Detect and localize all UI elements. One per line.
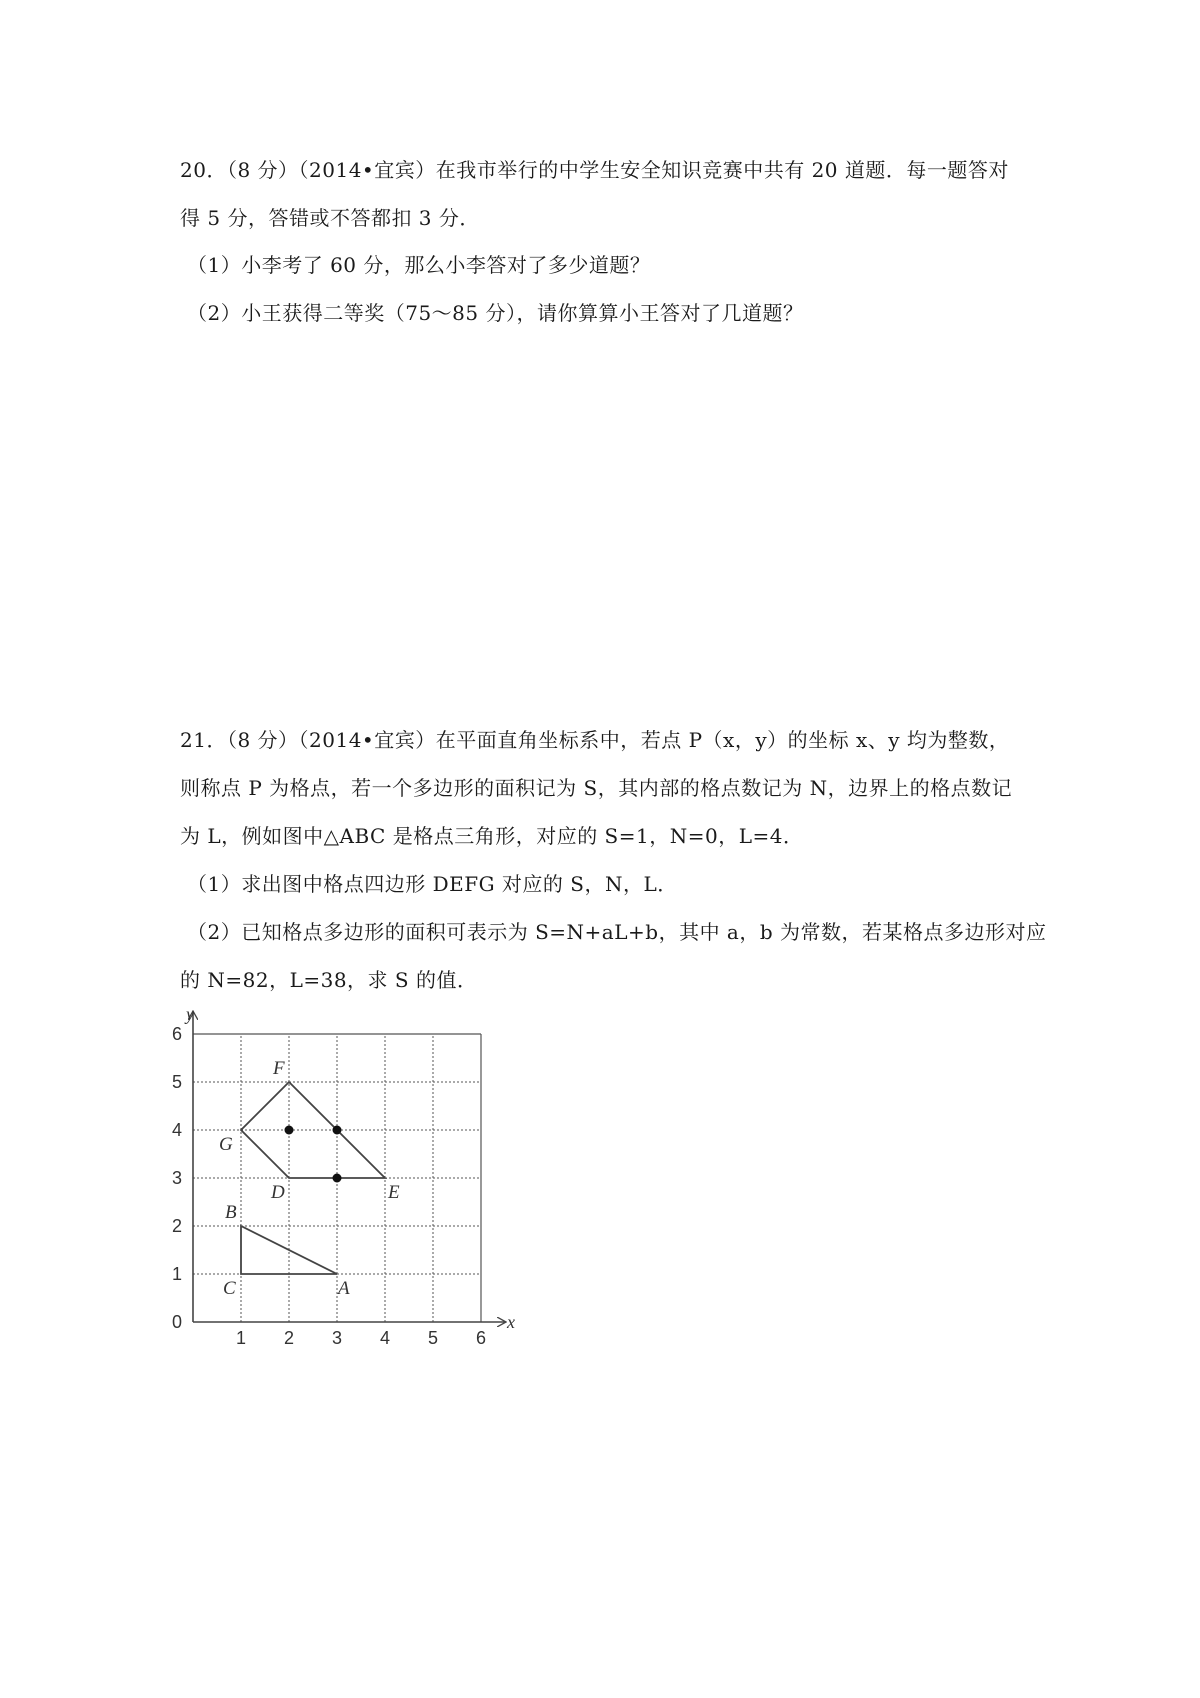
- point-label-b: B: [225, 1202, 237, 1223]
- q21-part2-line2: 的 N=82，L=38，求 S 的值．: [180, 968, 478, 992]
- point-label-e: E: [388, 1182, 400, 1203]
- x-tick-label: 3: [332, 1328, 343, 1348]
- x-tick-label: 5: [428, 1328, 439, 1348]
- interior-lattice-dots: [285, 1126, 342, 1183]
- y-axis-label: y: [186, 1004, 194, 1024]
- origin-label: 0: [172, 1312, 183, 1332]
- y-tick-label: 4: [172, 1120, 183, 1140]
- x-tick-label: 1: [236, 1328, 247, 1348]
- q21-part2-line1: （2）已知格点多边形的面积可表示为 S=N+aL+b，其中 a，b 为常数，若某格点多边形对应: [187, 920, 1047, 944]
- q21-line3: 为 L，例如图中△ABC 是格点三角形，对应的 S=1，N=0，L=4．: [180, 824, 804, 848]
- x-axis-label: x: [507, 1312, 515, 1332]
- q20-part2: （2）小王获得二等奖（75～85 分），请你算算小王答对了几道题？: [187, 301, 804, 325]
- q21-line1: 21．（8 分）（2014•宜宾）在平面直角坐标系中，若点 P（x，y）的坐标 x、y 均为整数，: [180, 728, 1010, 752]
- x-tick-label: 6: [476, 1328, 487, 1348]
- coordinate-grid-figure: [170, 990, 550, 1350]
- point-label-g: G: [219, 1134, 233, 1155]
- point-label-c: C: [223, 1278, 236, 1299]
- point-label-d: D: [271, 1182, 285, 1203]
- lattice-dot: [333, 1174, 342, 1183]
- y-tick-label: 5: [172, 1072, 183, 1092]
- q21-part1: （1）求出图中格点四边形 DEFG 对应的 S，N，L．: [187, 872, 678, 896]
- point-label-f: F: [273, 1058, 285, 1079]
- tick-labels: [172, 1024, 486, 1348]
- q20-part1: （1）小李考了 60 分，那么小李答对了多少道题？: [187, 253, 651, 277]
- point-label-a: A: [338, 1278, 350, 1299]
- x-tick-label: 4: [380, 1328, 391, 1348]
- y-tick-label: 3: [172, 1168, 183, 1188]
- y-tick-label: 2: [172, 1216, 183, 1236]
- y-tick-label: 1: [172, 1264, 183, 1284]
- lattice-dot: [285, 1126, 294, 1135]
- x-tick-label: 2: [284, 1328, 295, 1348]
- y-tick-label: 6: [172, 1024, 183, 1044]
- q21-line2: 则称点 P 为格点，若一个多边形的面积记为 S，其内部的格点数记为 N，边界上的格点数记: [180, 776, 1013, 800]
- lattice-dot: [333, 1126, 342, 1135]
- q20-line2: 得 5 分，答错或不答都扣 3 分．: [180, 206, 480, 230]
- q20-line1: 20．（8 分）（2014•宜宾）在我市举行的中学生安全知识竞赛中共有 20 道题．每一题答对: [180, 158, 1009, 182]
